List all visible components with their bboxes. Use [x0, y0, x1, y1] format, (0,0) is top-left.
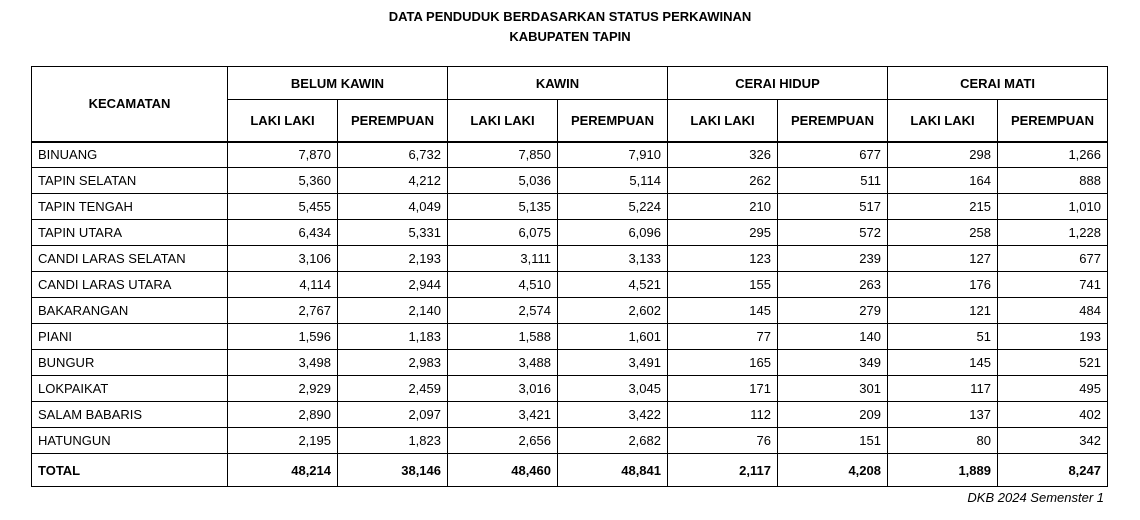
- table-cell-value: 5,114: [558, 168, 668, 194]
- table-cell-value: 140: [778, 324, 888, 350]
- table-cell-value: 3,491: [558, 350, 668, 376]
- table-cell-value: 677: [778, 142, 888, 168]
- table-cell-value: 262: [668, 168, 778, 194]
- kecamatan-name: SALAM BABARIS: [32, 402, 228, 428]
- table-cell-value: 295: [668, 220, 778, 246]
- table-cell-value: 127: [888, 246, 998, 272]
- group-header-cerai-mati: CERAI MATI: [888, 67, 1108, 100]
- table-cell-value: 517: [778, 194, 888, 220]
- page-title: DATA PENDUDUK BERDASARKAN STATUS PERKAWINAN: [388, 9, 752, 24]
- table-row: [32, 272, 1108, 298]
- table-cell-value: 572: [778, 220, 888, 246]
- total-value: 4,208: [778, 454, 888, 487]
- total-value: 48,460: [448, 454, 558, 487]
- table-cell-value: 511: [778, 168, 888, 194]
- table-cell-value: 495: [998, 376, 1108, 402]
- table-cell-value: 215: [888, 194, 998, 220]
- kecamatan-name: LOKPAIKAT: [32, 376, 228, 402]
- table-cell-value: 279: [778, 298, 888, 324]
- table-row: [32, 142, 1108, 168]
- table-cell-value: 1,596: [228, 324, 338, 350]
- table-cell-value: 4,212: [338, 168, 448, 194]
- table-cell-value: 3,422: [558, 402, 668, 428]
- table-cell-value: 342: [998, 428, 1108, 454]
- total-value: 8,247: [998, 454, 1108, 487]
- table-row: [32, 376, 1108, 402]
- table-cell-value: 7,910: [558, 142, 668, 168]
- kecamatan-name: TAPIN UTARA: [32, 220, 228, 246]
- table-cell-value: 165: [668, 350, 778, 376]
- source-footnote: DKB 2024 Semenster 1: [967, 490, 1104, 505]
- table-row: [32, 194, 1108, 220]
- table-cell-value: 80: [888, 428, 998, 454]
- table-cell-value: 209: [778, 402, 888, 428]
- table-cell-value: 117: [888, 376, 998, 402]
- table-cell-value: 2,574: [448, 298, 558, 324]
- table-cell-value: 5,036: [448, 168, 558, 194]
- sub-header-perempuan: PEREMPUAN: [558, 100, 668, 142]
- table-cell-value: 77: [668, 324, 778, 350]
- page-subtitle: KABUPATEN TAPIN: [509, 29, 631, 44]
- table-cell-value: 5,135: [448, 194, 558, 220]
- total-value: 1,889: [888, 454, 998, 487]
- table-cell-value: 3,133: [558, 246, 668, 272]
- table-cell-value: 2,682: [558, 428, 668, 454]
- total-value: 38,146: [338, 454, 448, 487]
- table-cell-value: 164: [888, 168, 998, 194]
- sub-header-perempuan: PEREMPUAN: [778, 100, 888, 142]
- kecamatan-name: BINUANG: [32, 142, 228, 168]
- table-row: [32, 402, 1108, 428]
- table-cell-value: 1,823: [338, 428, 448, 454]
- table-cell-value: 258: [888, 220, 998, 246]
- table-cell-value: 193: [998, 324, 1108, 350]
- table-row: [32, 220, 1108, 246]
- table-cell-value: 155: [668, 272, 778, 298]
- table-cell-value: 3,488: [448, 350, 558, 376]
- table-cell-value: 2,140: [338, 298, 448, 324]
- table-row: [32, 428, 1108, 454]
- table-cell-value: 2,602: [558, 298, 668, 324]
- table-cell-value: 4,049: [338, 194, 448, 220]
- sub-header-perempuan: PEREMPUAN: [338, 100, 448, 142]
- table-cell-value: 2,983: [338, 350, 448, 376]
- table-cell-value: 298: [888, 142, 998, 168]
- table-cell-value: 484: [998, 298, 1108, 324]
- table-cell-value: 7,870: [228, 142, 338, 168]
- sub-header-perempuan: PEREMPUAN: [998, 100, 1108, 142]
- table-cell-value: 3,106: [228, 246, 338, 272]
- total-value: 2,117: [668, 454, 778, 487]
- kecamatan-name: PIANI: [32, 324, 228, 350]
- table-cell-value: 6,732: [338, 142, 448, 168]
- sub-header-laki-laki: LAKI LAKI: [228, 100, 338, 142]
- sub-header-laki-laki: LAKI LAKI: [888, 100, 998, 142]
- population-table: [31, 66, 1108, 487]
- table-cell-value: 263: [778, 272, 888, 298]
- table-cell-value: 2,929: [228, 376, 338, 402]
- table-cell-value: 171: [668, 376, 778, 402]
- table-row: [32, 350, 1108, 376]
- table-cell-value: 151: [778, 428, 888, 454]
- kecamatan-name: BAKARANGAN: [32, 298, 228, 324]
- table-cell-value: 4,114: [228, 272, 338, 298]
- table-cell-value: 2,459: [338, 376, 448, 402]
- table-row: [32, 298, 1108, 324]
- table-cell-value: 7,850: [448, 142, 558, 168]
- table-cell-value: 5,360: [228, 168, 338, 194]
- table-row: [32, 168, 1108, 194]
- table-cell-value: 76: [668, 428, 778, 454]
- table-cell-value: 1,588: [448, 324, 558, 350]
- table-cell-value: 51: [888, 324, 998, 350]
- table-cell-value: 145: [668, 298, 778, 324]
- table-cell-value: 6,434: [228, 220, 338, 246]
- table-row: [32, 246, 1108, 272]
- table-cell-value: 677: [998, 246, 1108, 272]
- table-cell-value: 2,890: [228, 402, 338, 428]
- group-header-cerai-hidup: CERAI HIDUP: [668, 67, 888, 100]
- table-cell-value: 1,010: [998, 194, 1108, 220]
- kecamatan-name: CANDI LARAS SELATAN: [32, 246, 228, 272]
- table-cell-value: 3,498: [228, 350, 338, 376]
- table-cell-value: 1,228: [998, 220, 1108, 246]
- table-cell-value: 2,656: [448, 428, 558, 454]
- table-cell-value: 3,045: [558, 376, 668, 402]
- table-cell-value: 239: [778, 246, 888, 272]
- table-cell-value: 402: [998, 402, 1108, 428]
- sub-header-laki-laki: LAKI LAKI: [448, 100, 558, 142]
- table-cell-value: 2,097: [338, 402, 448, 428]
- table-cell-value: 5,224: [558, 194, 668, 220]
- table-cell-value: 4,521: [558, 272, 668, 298]
- table-cell-value: 6,096: [558, 220, 668, 246]
- table-cell-value: 123: [668, 246, 778, 272]
- table-cell-value: 5,455: [228, 194, 338, 220]
- table-cell-value: 888: [998, 168, 1108, 194]
- table-cell-value: 301: [778, 376, 888, 402]
- table-cell-value: 5,331: [338, 220, 448, 246]
- group-header-kawin: KAWIN: [448, 67, 668, 100]
- table-cell-value: 2,193: [338, 246, 448, 272]
- table-cell-value: 2,944: [338, 272, 448, 298]
- table-cell-value: 3,111: [448, 246, 558, 272]
- table-cell-value: 145: [888, 350, 998, 376]
- table-row: [32, 324, 1108, 350]
- table-cell-value: 349: [778, 350, 888, 376]
- table-cell-value: 121: [888, 298, 998, 324]
- group-header-belum-kawin: BELUM KAWIN: [228, 67, 448, 100]
- table-cell-value: 3,421: [448, 402, 558, 428]
- total-label: TOTAL: [32, 454, 228, 487]
- table-cell-value: 112: [668, 402, 778, 428]
- table-cell-value: 521: [998, 350, 1108, 376]
- table-cell-value: 1,266: [998, 142, 1108, 168]
- kecamatan-name: TAPIN SELATAN: [32, 168, 228, 194]
- table-cell-value: 741: [998, 272, 1108, 298]
- table-cell-value: 176: [888, 272, 998, 298]
- kecamatan-name: CANDI LARAS UTARA: [32, 272, 228, 298]
- kecamatan-name: BUNGUR: [32, 350, 228, 376]
- table-cell-value: 1,601: [558, 324, 668, 350]
- table-cell-value: 1,183: [338, 324, 448, 350]
- sub-header-laki-laki: LAKI LAKI: [668, 100, 778, 142]
- table-body: [32, 142, 1108, 454]
- table-cell-value: 210: [668, 194, 778, 220]
- kecamatan-name: HATUNGUN: [32, 428, 228, 454]
- table-cell-value: 2,195: [228, 428, 338, 454]
- total-value: 48,214: [228, 454, 338, 487]
- kecamatan-header: KECAMATAN: [32, 67, 228, 142]
- total-row: [32, 454, 1108, 487]
- table-cell-value: 326: [668, 142, 778, 168]
- total-value: 48,841: [558, 454, 668, 487]
- table-cell-value: 6,075: [448, 220, 558, 246]
- table-cell-value: 137: [888, 402, 998, 428]
- table-cell-value: 4,510: [448, 272, 558, 298]
- table-cell-value: 2,767: [228, 298, 338, 324]
- table-cell-value: 3,016: [448, 376, 558, 402]
- kecamatan-name: TAPIN TENGAH: [32, 194, 228, 220]
